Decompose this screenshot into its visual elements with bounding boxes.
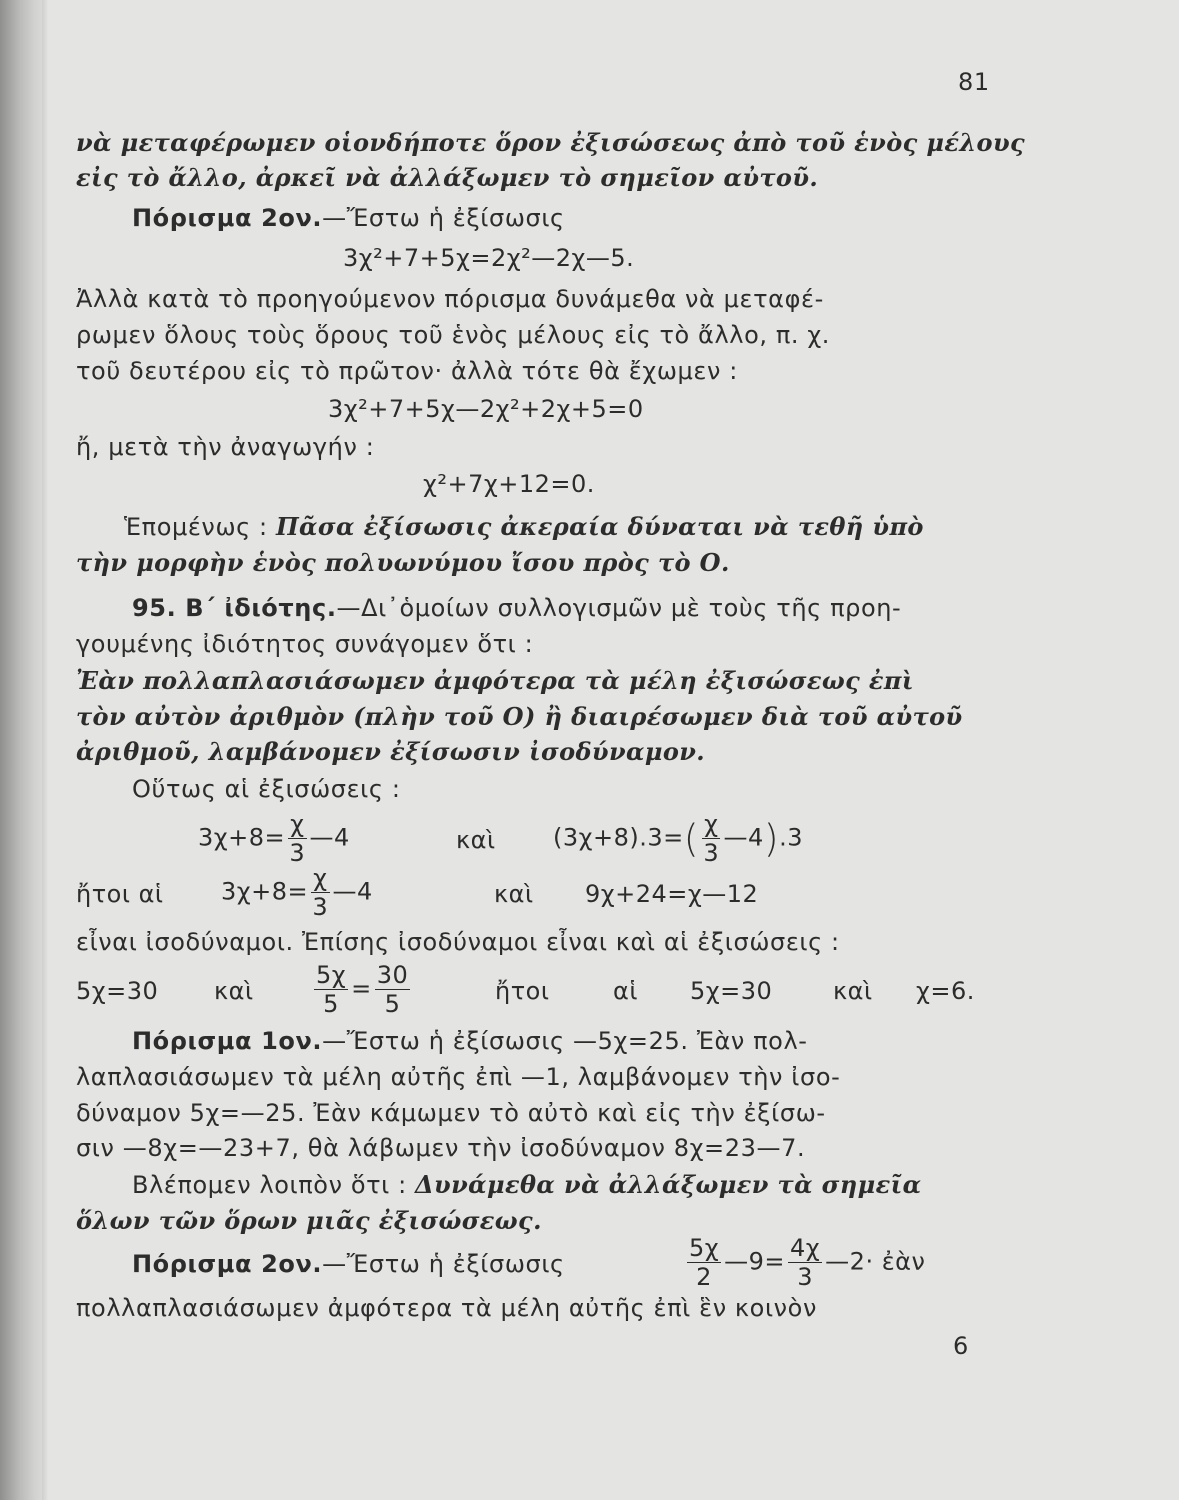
denominator: 5: [323, 990, 339, 1018]
fraction: [311, 866, 329, 919]
equation-row: [553, 812, 803, 865]
book-spine-shadow: [0, 0, 42, 1500]
numerator: χ: [704, 810, 719, 838]
corollary-heading: [132, 1027, 808, 1055]
text-line: εἰς τὸ ἄλλο, ἀρκεῖ νὰ ἀλλάξωμεν τὸ σημεῖον αὐτοῦ.: [76, 163, 819, 192]
text-line: δύναμον 5χ=—25. Ἐὰν κάμωμεν τὸ αὐτὸ καὶ εἰς τὴν ἐξίσω-: [76, 1099, 826, 1127]
text-inline: αἱ: [613, 977, 638, 1005]
text-plain: Ἑπομένως :: [124, 513, 276, 541]
equation: 5χ=30: [76, 977, 159, 1005]
numerator: χ: [313, 864, 328, 892]
fraction: [702, 812, 720, 865]
text-line: τὴν μορφὴν ἑνὸς πολυωνύμου ἴσου πρὸς τὸ Ο.: [76, 548, 730, 577]
corollary-text: —Ἔστω ἡ ἐξίσωσις —5χ=25. Ἐὰν πολ-: [322, 1027, 808, 1055]
book-page: [48, 0, 1179, 1500]
signature-number: 6: [953, 1332, 969, 1360]
equation-row: [221, 866, 373, 919]
text-line: εἶναι ἰσοδύναμοι. Ἐπίσης ἰσοδύναμοι εἶναι καὶ αἱ ἐξισώσεις :: [76, 928, 840, 956]
text-line: νὰ μεταφέρωμεν οἱονδήποτε ὅρον ἐξισώσεως ἀπὸ τοῦ ἑνὸς μέλους: [76, 128, 1026, 157]
rule-line: ἀριθμοῦ, λαμβάνομεν ἐξίσωσιν ἰσοδύναμον.: [76, 737, 706, 766]
text-line: σιν —8χ=—23+7, θὰ λάβωμεν τὴν ἰσοδύναμον 8χ=23—7.: [76, 1134, 806, 1162]
numerator: 4χ: [790, 1234, 821, 1262]
rule-line: Ἐὰν πολλαπλασιάσωμεν ἀμφότερα τὰ μέλη ἐξισώσεως ἐπὶ: [76, 666, 914, 695]
conjunction: καὶ: [494, 880, 534, 908]
eq-part: —2· ἐὰν: [825, 1247, 926, 1276]
rule-line: τὸν αὐτὸν ἀριθμὸν (πλὴν τοῦ Ο) ἢ διαιρέσωμεν διὰ τοῦ αὐτοῦ: [76, 702, 963, 731]
eq-part: —4: [332, 877, 373, 906]
conjunction: καὶ: [456, 826, 496, 854]
corollary-text: —Ἔστω ἡ ἐξίσωσις: [322, 204, 565, 232]
eq-part: 3χ+8=: [221, 877, 309, 906]
eq-part: —4: [309, 823, 350, 852]
eq-part: (3χ+8).3=: [553, 823, 684, 852]
text-line: πολλαπλασιάσωμεν ἀμφότερα τὰ μέλη αὐτῆς ἐπὶ ἓν κοινὸν: [76, 1294, 817, 1322]
denominator: 3: [797, 1263, 813, 1291]
eq-part: —4: [723, 823, 764, 852]
denominator: 3: [289, 839, 306, 867]
section-title: 95. Β΄ ἰδιότης.: [132, 594, 337, 622]
corollary-title: Πόρισμα 1ον.: [132, 1027, 323, 1055]
page-number: 81: [958, 68, 990, 96]
denominator: 3: [312, 893, 329, 921]
numerator: χ: [290, 810, 305, 838]
equation-row: [198, 812, 350, 865]
text-plain: Βλέπομεν λοιπὸν ὅτι :: [132, 1171, 416, 1199]
equation: χ=6.: [916, 977, 975, 1005]
text-emphasis: Δυνάμεθα νὰ ἀλλάξωμεν τὰ σημεῖα: [415, 1170, 922, 1199]
eq-part: .3: [779, 823, 803, 852]
text-line: τοῦ δευτέρου εἰς τὸ πρῶτον· ἀλλὰ τότε θὰ ἔχωμεν :: [76, 357, 738, 385]
equation-row: [311, 963, 413, 1016]
equation: χ²+7χ+12=0.: [423, 470, 595, 498]
section-heading: [132, 594, 901, 622]
fraction: [788, 1236, 822, 1289]
paren-right: ): [763, 816, 780, 861]
paren-left: (: [683, 816, 700, 861]
corollary-title: Πόρισμα 2ον.: [132, 1250, 323, 1278]
equation-row: [684, 1236, 925, 1289]
conjunction: καὶ: [214, 977, 254, 1005]
equation: 9χ+24=χ—12: [585, 880, 759, 908]
text-line: [132, 1170, 921, 1199]
text-line: ὅλων τῶν ὅρων μιᾶς ἐξισώσεως.: [76, 1206, 542, 1235]
text-line: ρωμεν ὅλους τοὺς ὅρους τοῦ ἑνὸς μέλους εἰς τὸ ἄλλο, π. χ.: [76, 321, 831, 349]
denominator: 2: [696, 1263, 712, 1291]
numerator: 5χ: [316, 961, 347, 989]
text-line: Οὕτως αἱ ἐξισώσεις :: [132, 775, 401, 803]
fraction: [288, 812, 306, 865]
denominator: 5: [384, 990, 401, 1018]
eq-part: —9=: [724, 1247, 786, 1276]
text-line: γουμένης ἰδιότητος συνάγομεν ὅτι :: [76, 630, 534, 658]
fraction: [687, 1236, 721, 1289]
fraction: [375, 963, 411, 1016]
conjunction: καὶ: [833, 977, 873, 1005]
text-inline: ἤτοι: [495, 977, 550, 1005]
numerator: 30: [376, 961, 409, 989]
text-line: λαπλασιάσωμεν τὰ μέλη αὐτῆς ἐπὶ —1, λαμβάνομεν τὴν ἰσο-: [76, 1063, 841, 1091]
text-line: [124, 512, 924, 541]
section-text: —Δι᾽ὁμοίων συλλογισμῶν μὲ τοὺς τῆς προη-: [336, 594, 902, 622]
eq-part: 3χ+8=: [198, 823, 286, 852]
text-emphasis: Πᾶσα ἐξίσωσις ἀκεραία δύναται νὰ τεθῆ ὑπὸ: [275, 512, 924, 541]
text-inline: ἤτοι αἱ: [76, 880, 164, 908]
corollary-text: —Ἔστω ἡ ἐξίσωσις: [322, 1250, 565, 1278]
corollary-heading: [132, 1250, 565, 1278]
text-line: ἤ, μετὰ τὴν ἀναγωγήν :: [76, 433, 375, 461]
fraction: [314, 963, 348, 1016]
equation: 3χ²+7+5χ—2χ²+2χ+5=0: [328, 395, 644, 423]
denominator: 3: [703, 839, 720, 867]
text-line: Ἀλλὰ κατὰ τὸ προηγούμενον πόρισμα δυνάμεθα νὰ μεταφέ-: [76, 285, 824, 313]
eq-part: =: [351, 974, 372, 1003]
equation: 5χ=30: [690, 977, 773, 1005]
equation: 3χ²+7+5χ=2χ²—2χ—5.: [343, 244, 635, 272]
corollary-title: Πόρισμα 2ον.: [132, 204, 323, 232]
numerator: 5χ: [689, 1234, 720, 1262]
corollary-heading: [132, 204, 565, 232]
